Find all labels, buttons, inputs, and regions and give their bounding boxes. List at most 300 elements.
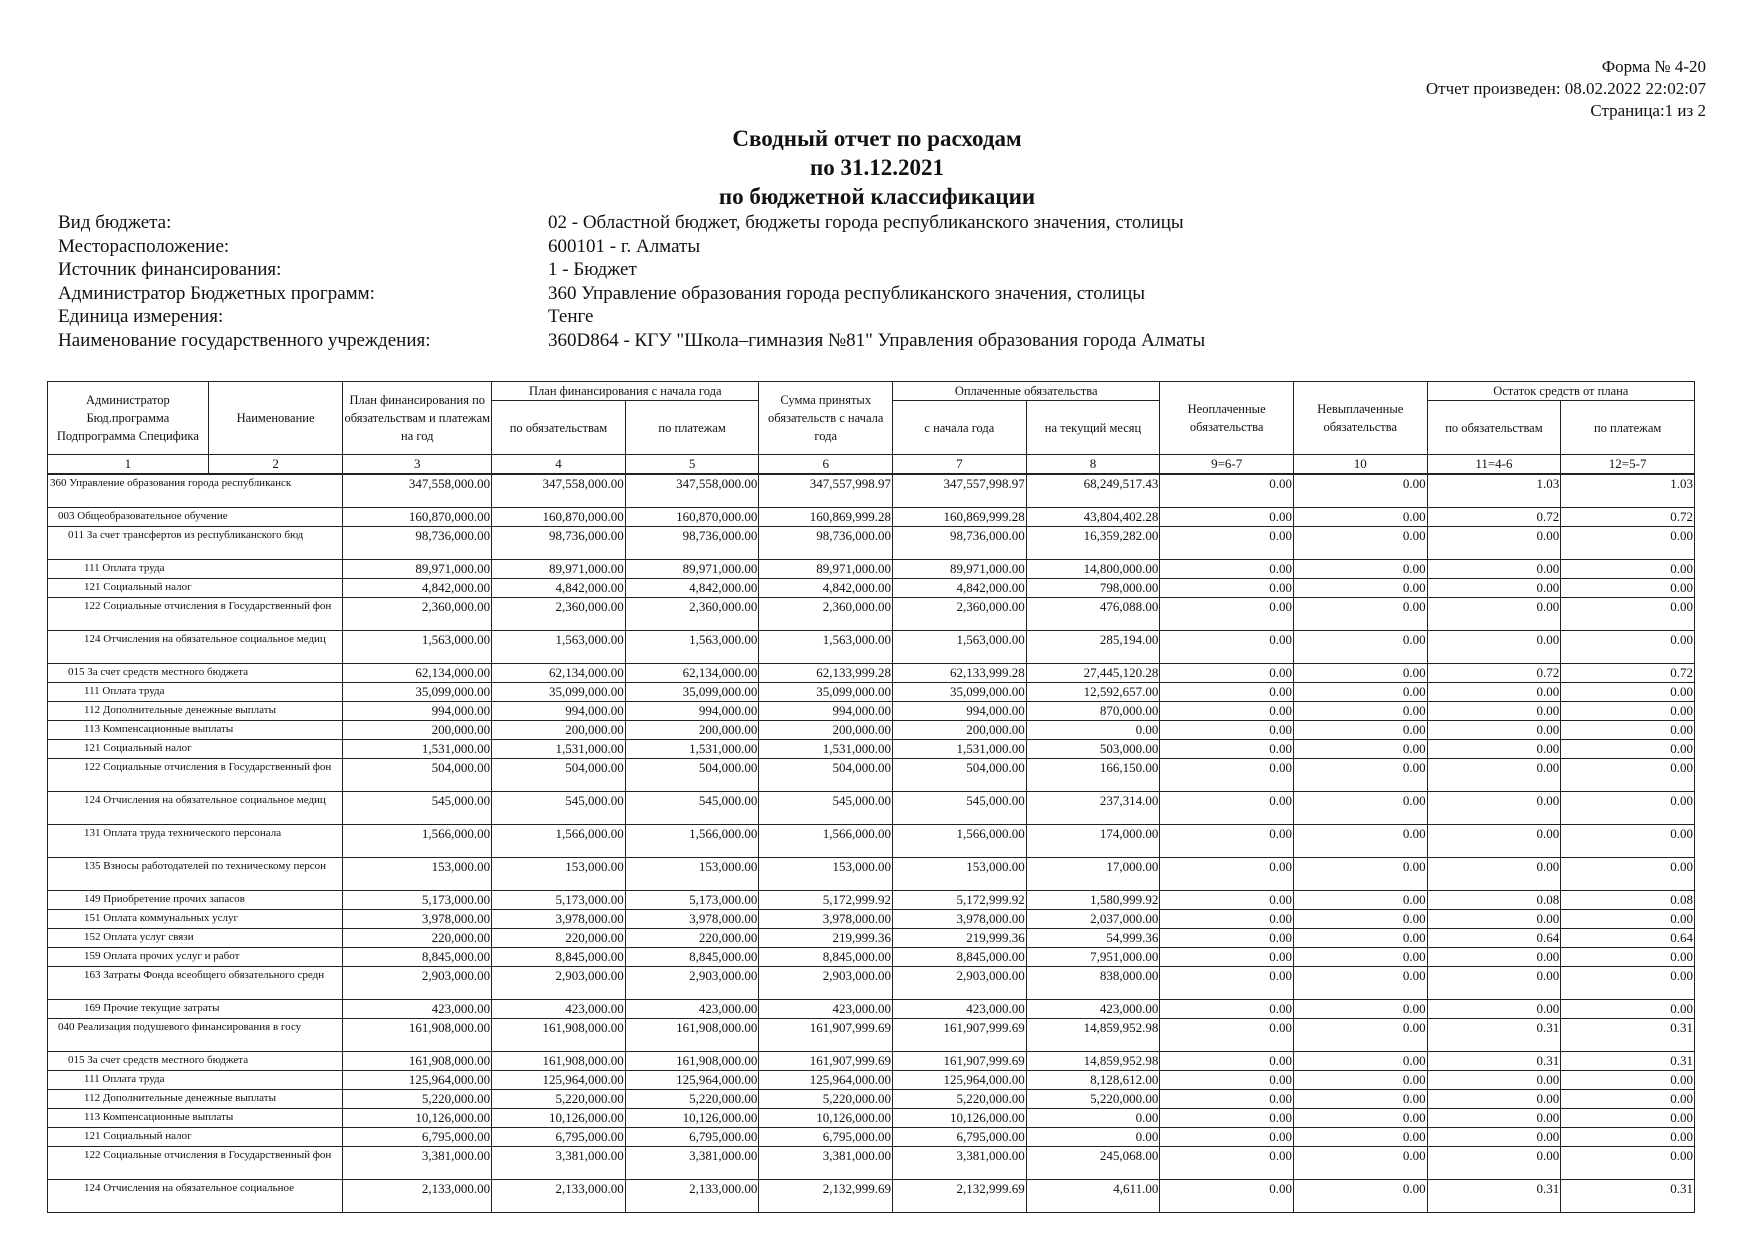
row-value-col-10: 0.00 <box>1293 928 1427 947</box>
row-value-col-6: 10,126,000.00 <box>759 1108 893 1127</box>
row-value-col-3: 2,133,000.00 <box>343 1179 492 1212</box>
form-number: Форма № 4-20 <box>1601 57 1706 76</box>
row-value-col-11: 0.08 <box>1427 890 1561 909</box>
row-value-col-7: 994,000.00 <box>893 701 1027 720</box>
param-value: 1 - Бюджет <box>548 259 637 280</box>
row-value-col-10: 0.00 <box>1293 1018 1427 1051</box>
row-value-col-6: 1,563,000.00 <box>759 630 893 663</box>
row-value-col-5: 2,903,000.00 <box>625 966 759 999</box>
row-classification-name: 135 Взносы работодателей по техническому персон <box>48 857 343 890</box>
param-value: 360D864 - КГУ "Школа–гимназия №81" Управления образования города Алматы <box>548 329 1206 351</box>
row-value-col-4: 3,978,000.00 <box>492 909 626 928</box>
header-undisbursed-obligations: Невыплаченные обязательства <box>1293 382 1427 455</box>
column-number: 10 <box>1293 455 1427 475</box>
row-value-col-3: 2,903,000.00 <box>343 966 492 999</box>
row-classification-name: 015 За счет средств местного бюджета <box>48 663 343 682</box>
row-value-col-8: 14,800,000.00 <box>1026 559 1160 578</box>
row-value-col-8: 14,859,952.98 <box>1026 1018 1160 1051</box>
row-value-col-8: 285,194.00 <box>1026 630 1160 663</box>
row-value-col-8: 5,220,000.00 <box>1026 1089 1160 1108</box>
title-line-3: по бюджетной классификации <box>718 184 1036 209</box>
param-funding-source <box>58 258 1205 282</box>
row-value-col-6: 1,531,000.00 <box>759 739 893 758</box>
row-value-col-11: 0.00 <box>1427 630 1561 663</box>
row-value-col-4: 1,563,000.00 <box>492 630 626 663</box>
table-row <box>48 507 1695 526</box>
row-classification-name: 152 Оплата услуг связи <box>48 928 343 947</box>
param-label: Администратор Бюджетных программ: <box>58 282 375 304</box>
row-value-col-10: 0.00 <box>1293 597 1427 630</box>
row-value-col-4: 35,099,000.00 <box>492 682 626 701</box>
row-classification-name: 113 Компенсационные выплаты <box>48 720 343 739</box>
row-value-col-8: 838,000.00 <box>1026 966 1160 999</box>
table-row <box>48 966 1695 999</box>
row-value-col-5: 3,978,000.00 <box>625 909 759 928</box>
row-value-col-9: 0.00 <box>1160 1070 1294 1089</box>
row-value-col-7: 160,869,999.28 <box>893 507 1027 526</box>
column-number: 5 <box>625 455 759 475</box>
header-group-remaining: Остаток средств от плана <box>1427 382 1694 401</box>
table-row <box>48 1179 1695 1212</box>
row-value-col-11: 0.00 <box>1427 857 1561 890</box>
row-value-col-4: 4,842,000.00 <box>492 578 626 597</box>
row-value-col-5: 1,563,000.00 <box>625 630 759 663</box>
row-classification-name: 113 Компенсационные выплаты <box>48 1108 343 1127</box>
row-value-col-9: 0.00 <box>1160 857 1294 890</box>
row-value-col-5: 2,360,000.00 <box>625 597 759 630</box>
row-value-col-10: 0.00 <box>1293 1051 1427 1070</box>
row-value-col-6: 3,381,000.00 <box>759 1146 893 1179</box>
column-numbers-row <box>48 455 1695 475</box>
header-paid-month: на текущий месяц <box>1026 401 1160 455</box>
row-value-col-9: 0.00 <box>1160 1018 1294 1051</box>
table-row <box>48 791 1695 824</box>
row-classification-name: 121 Социальный налог <box>48 1127 343 1146</box>
row-value-col-4: 6,795,000.00 <box>492 1127 626 1146</box>
row-classification-name: 011 За счет трансфертов из республиканского бюд <box>48 526 343 559</box>
row-value-col-10: 0.00 <box>1293 526 1427 559</box>
row-value-col-3: 3,381,000.00 <box>343 1146 492 1179</box>
row-value-col-8: 8,128,612.00 <box>1026 1070 1160 1089</box>
row-value-col-3: 35,099,000.00 <box>343 682 492 701</box>
row-value-col-11: 0.00 <box>1427 1127 1561 1146</box>
row-value-col-3: 423,000.00 <box>343 999 492 1018</box>
report-title <box>0 124 1754 211</box>
row-value-col-8: 2,037,000.00 <box>1026 909 1160 928</box>
row-value-col-6: 35,099,000.00 <box>759 682 893 701</box>
table-row <box>48 630 1695 663</box>
param-value: Тенге <box>548 306 594 327</box>
title-line-2: по 31.12.2021 <box>809 155 944 180</box>
row-value-col-10: 0.00 <box>1293 663 1427 682</box>
row-value-col-12: 0.00 <box>1561 1089 1695 1108</box>
param-label: Источник финансирования: <box>58 259 282 280</box>
row-value-col-8: 43,804,402.28 <box>1026 507 1160 526</box>
row-value-col-6: 161,907,999.69 <box>759 1018 893 1051</box>
row-classification-name: 124 Отчисления на обязательное социальное <box>48 1179 343 1212</box>
row-value-col-10: 0.00 <box>1293 1179 1427 1212</box>
param-value: 600101 - г. Алматы <box>548 235 701 257</box>
row-value-col-7: 161,907,999.69 <box>893 1051 1027 1070</box>
header-remaining-obligations: по обязательствам <box>1427 401 1561 455</box>
table-row <box>48 1018 1695 1051</box>
row-value-col-12: 0.00 <box>1561 947 1695 966</box>
row-value-col-12: 0.00 <box>1561 597 1695 630</box>
table-row <box>48 720 1695 739</box>
row-value-col-8: 245,068.00 <box>1026 1146 1160 1179</box>
row-value-col-9: 0.00 <box>1160 1146 1294 1179</box>
row-classification-name: 111 Оплата труда <box>48 682 343 701</box>
row-value-col-8: 798,000.00 <box>1026 578 1160 597</box>
row-value-col-10: 0.00 <box>1293 507 1427 526</box>
row-value-col-4: 347,558,000.00 <box>492 474 626 507</box>
row-value-col-5: 4,842,000.00 <box>625 578 759 597</box>
row-value-col-12: 0.08 <box>1561 890 1695 909</box>
row-value-col-8: 0.00 <box>1026 720 1160 739</box>
row-classification-name: 111 Оплата труда <box>48 1070 343 1089</box>
row-value-col-6: 125,964,000.00 <box>759 1070 893 1089</box>
row-value-col-9: 0.00 <box>1160 1179 1294 1212</box>
row-value-col-8: 503,000.00 <box>1026 739 1160 758</box>
row-value-col-6: 2,903,000.00 <box>759 966 893 999</box>
row-value-col-6: 4,842,000.00 <box>759 578 893 597</box>
row-classification-name: 124 Отчисления на обязательное социальное медиц <box>48 791 343 824</box>
row-value-col-5: 125,964,000.00 <box>625 1070 759 1089</box>
row-value-col-3: 200,000.00 <box>343 720 492 739</box>
row-value-col-10: 0.00 <box>1293 947 1427 966</box>
header-group-plan-ytd: План финансирования с начала года <box>492 382 759 401</box>
param-location <box>58 235 1205 259</box>
row-value-col-10: 0.00 <box>1293 999 1427 1018</box>
row-value-col-7: 2,903,000.00 <box>893 966 1027 999</box>
row-value-col-3: 220,000.00 <box>343 928 492 947</box>
row-value-col-9: 0.00 <box>1160 758 1294 791</box>
row-value-col-8: 0.00 <box>1026 1127 1160 1146</box>
row-value-col-5: 98,736,000.00 <box>625 526 759 559</box>
row-value-col-9: 0.00 <box>1160 1127 1294 1146</box>
table-row <box>48 1089 1695 1108</box>
row-value-col-6: 5,172,999.92 <box>759 890 893 909</box>
row-value-col-6: 62,133,999.28 <box>759 663 893 682</box>
row-classification-name: 163 Затраты Фонда всеобщего обязательного средн <box>48 966 343 999</box>
table-row <box>48 824 1695 857</box>
row-value-col-9: 0.00 <box>1160 999 1294 1018</box>
row-value-col-9: 0.00 <box>1160 597 1294 630</box>
row-value-col-8: 27,445,120.28 <box>1026 663 1160 682</box>
table-row <box>48 474 1695 507</box>
param-label: Вид бюджета: <box>58 212 172 233</box>
row-value-col-8: 12,592,657.00 <box>1026 682 1160 701</box>
row-value-col-6: 5,220,000.00 <box>759 1089 893 1108</box>
row-classification-name: 003 Общеобразовательное обучение <box>48 507 343 526</box>
row-value-col-7: 4,842,000.00 <box>893 578 1027 597</box>
row-value-col-7: 153,000.00 <box>893 857 1027 890</box>
row-value-col-9: 0.00 <box>1160 824 1294 857</box>
row-value-col-3: 161,908,000.00 <box>343 1051 492 1070</box>
param-administrator <box>58 282 1205 306</box>
column-number: 7 <box>893 455 1027 475</box>
title-line-1: Сводный отчет по расходам <box>732 126 1022 151</box>
row-value-col-4: 2,360,000.00 <box>492 597 626 630</box>
row-classification-name: 122 Социальные отчисления в Государственный фон <box>48 1146 343 1179</box>
row-value-col-5: 423,000.00 <box>625 999 759 1018</box>
row-value-col-5: 200,000.00 <box>625 720 759 739</box>
row-value-col-11: 1.03 <box>1427 474 1561 507</box>
row-value-col-4: 2,133,000.00 <box>492 1179 626 1212</box>
row-value-col-12: 0.00 <box>1561 720 1695 739</box>
row-value-col-10: 0.00 <box>1293 1070 1427 1089</box>
report-parameters <box>58 211 1205 352</box>
row-value-col-12: 1.03 <box>1561 474 1695 507</box>
row-value-col-11: 0.00 <box>1427 909 1561 928</box>
table-row <box>48 758 1695 791</box>
row-value-col-4: 5,173,000.00 <box>492 890 626 909</box>
row-value-col-12: 0.00 <box>1561 701 1695 720</box>
row-value-col-4: 423,000.00 <box>492 999 626 1018</box>
row-value-col-12: 0.00 <box>1561 758 1695 791</box>
row-value-col-6: 1,566,000.00 <box>759 824 893 857</box>
row-value-col-10: 0.00 <box>1293 1108 1427 1127</box>
column-number: 3 <box>343 455 492 475</box>
row-value-col-5: 161,908,000.00 <box>625 1051 759 1070</box>
row-value-col-9: 0.00 <box>1160 1051 1294 1070</box>
table-header <box>48 382 1695 475</box>
row-value-col-12: 0.00 <box>1561 559 1695 578</box>
row-value-col-11: 0.00 <box>1427 739 1561 758</box>
table-row <box>48 928 1695 947</box>
row-value-col-5: 3,381,000.00 <box>625 1146 759 1179</box>
row-value-col-9: 0.00 <box>1160 966 1294 999</box>
row-value-col-3: 8,845,000.00 <box>343 947 492 966</box>
row-value-col-3: 4,842,000.00 <box>343 578 492 597</box>
row-value-col-11: 0.64 <box>1427 928 1561 947</box>
row-value-col-12: 0.00 <box>1561 1146 1695 1179</box>
row-value-col-4: 504,000.00 <box>492 758 626 791</box>
expense-report-table <box>47 381 1695 1213</box>
row-classification-name: 151 Оплата коммунальных услуг <box>48 909 343 928</box>
row-value-col-5: 5,173,000.00 <box>625 890 759 909</box>
table-row <box>48 909 1695 928</box>
row-value-col-9: 0.00 <box>1160 559 1294 578</box>
row-value-col-7: 3,978,000.00 <box>893 909 1027 928</box>
row-value-col-6: 219,999.36 <box>759 928 893 947</box>
row-value-col-5: 994,000.00 <box>625 701 759 720</box>
row-value-col-10: 0.00 <box>1293 578 1427 597</box>
row-classification-name: 159 Оплата прочих услуг и работ <box>48 947 343 966</box>
param-label: Единица измерения: <box>58 306 224 327</box>
row-value-col-3: 2,360,000.00 <box>343 597 492 630</box>
row-value-col-10: 0.00 <box>1293 890 1427 909</box>
header-annual-plan: План финансирования по обязательствам и платежам на год <box>343 382 492 455</box>
row-value-col-9: 0.00 <box>1160 947 1294 966</box>
row-value-col-9: 0.00 <box>1160 663 1294 682</box>
row-value-col-4: 161,908,000.00 <box>492 1051 626 1070</box>
row-value-col-7: 545,000.00 <box>893 791 1027 824</box>
row-value-col-3: 153,000.00 <box>343 857 492 890</box>
row-value-col-4: 200,000.00 <box>492 720 626 739</box>
table-row <box>48 1127 1695 1146</box>
row-value-col-12: 0.00 <box>1561 999 1695 1018</box>
row-classification-name: 015 За счет средств местного бюджета <box>48 1051 343 1070</box>
row-value-col-11: 0.00 <box>1427 791 1561 824</box>
row-value-col-3: 3,978,000.00 <box>343 909 492 928</box>
row-value-col-5: 545,000.00 <box>625 791 759 824</box>
row-value-col-4: 220,000.00 <box>492 928 626 947</box>
param-label: Месторасположение: <box>58 235 230 257</box>
header-plan-payments: по платежам <box>625 401 759 455</box>
row-value-col-6: 2,132,999.69 <box>759 1179 893 1212</box>
row-value-col-12: 0.64 <box>1561 928 1695 947</box>
table-row <box>48 1070 1695 1089</box>
row-value-col-3: 1,566,000.00 <box>343 824 492 857</box>
row-classification-name: 169 Прочие текущие затраты <box>48 999 343 1018</box>
row-value-col-12: 0.00 <box>1561 857 1695 890</box>
row-value-col-5: 347,558,000.00 <box>625 474 759 507</box>
row-value-col-12: 0.31 <box>1561 1051 1695 1070</box>
row-value-col-6: 89,971,000.00 <box>759 559 893 578</box>
row-value-col-12: 0.00 <box>1561 1070 1695 1089</box>
row-value-col-6: 6,795,000.00 <box>759 1127 893 1146</box>
row-value-col-4: 89,971,000.00 <box>492 559 626 578</box>
row-value-col-11: 0.00 <box>1427 1108 1561 1127</box>
row-value-col-6: 423,000.00 <box>759 999 893 1018</box>
row-value-col-7: 161,907,999.69 <box>893 1018 1027 1051</box>
row-value-col-12: 0.00 <box>1561 739 1695 758</box>
row-value-col-7: 2,132,999.69 <box>893 1179 1027 1212</box>
row-value-col-7: 1,566,000.00 <box>893 824 1027 857</box>
row-value-col-5: 1,531,000.00 <box>625 739 759 758</box>
row-value-col-10: 0.00 <box>1293 682 1427 701</box>
row-value-col-9: 0.00 <box>1160 474 1294 507</box>
row-value-col-6: 504,000.00 <box>759 758 893 791</box>
row-value-col-5: 35,099,000.00 <box>625 682 759 701</box>
row-value-col-12: 0.00 <box>1561 791 1695 824</box>
row-classification-name: 122 Социальные отчисления в Государственный фон <box>48 758 343 791</box>
row-value-col-6: 994,000.00 <box>759 701 893 720</box>
row-value-col-9: 0.00 <box>1160 630 1294 663</box>
row-value-col-5: 8,845,000.00 <box>625 947 759 966</box>
row-value-col-8: 166,150.00 <box>1026 758 1160 791</box>
row-value-col-6: 160,869,999.28 <box>759 507 893 526</box>
row-value-col-11: 0.00 <box>1427 966 1561 999</box>
row-value-col-11: 0.00 <box>1427 1089 1561 1108</box>
row-value-col-7: 219,999.36 <box>893 928 1027 947</box>
row-value-col-7: 6,795,000.00 <box>893 1127 1027 1146</box>
row-value-col-3: 1,563,000.00 <box>343 630 492 663</box>
page-indicator: Страница:1 из 2 <box>1590 101 1706 120</box>
row-value-col-10: 0.00 <box>1293 857 1427 890</box>
table-row <box>48 739 1695 758</box>
row-value-col-11: 0.72 <box>1427 507 1561 526</box>
row-value-col-4: 8,845,000.00 <box>492 947 626 966</box>
row-value-col-4: 161,908,000.00 <box>492 1018 626 1051</box>
row-value-col-5: 504,000.00 <box>625 758 759 791</box>
row-value-col-8: 476,088.00 <box>1026 597 1160 630</box>
row-value-col-11: 0.00 <box>1427 682 1561 701</box>
row-value-col-11: 0.31 <box>1427 1018 1561 1051</box>
row-value-col-10: 0.00 <box>1293 474 1427 507</box>
row-value-col-3: 125,964,000.00 <box>343 1070 492 1089</box>
table-body <box>48 474 1695 1212</box>
row-value-col-3: 89,971,000.00 <box>343 559 492 578</box>
param-unit <box>58 305 1205 329</box>
row-value-col-7: 504,000.00 <box>893 758 1027 791</box>
row-value-col-12: 0.00 <box>1561 630 1695 663</box>
row-value-col-7: 125,964,000.00 <box>893 1070 1027 1089</box>
row-value-col-10: 0.00 <box>1293 824 1427 857</box>
row-value-col-8: 68,249,517.43 <box>1026 474 1160 507</box>
column-number: 4 <box>492 455 626 475</box>
column-number: 11=4-6 <box>1427 455 1561 475</box>
row-value-col-5: 5,220,000.00 <box>625 1089 759 1108</box>
row-value-col-9: 0.00 <box>1160 1108 1294 1127</box>
row-value-col-11: 0.00 <box>1427 824 1561 857</box>
row-value-col-8: 423,000.00 <box>1026 999 1160 1018</box>
row-value-col-7: 423,000.00 <box>893 999 1027 1018</box>
row-value-col-8: 7,951,000.00 <box>1026 947 1160 966</box>
row-value-col-3: 1,531,000.00 <box>343 739 492 758</box>
row-value-col-11: 0.00 <box>1427 578 1561 597</box>
row-value-col-12: 0.00 <box>1561 824 1695 857</box>
row-value-col-9: 0.00 <box>1160 928 1294 947</box>
row-value-col-4: 545,000.00 <box>492 791 626 824</box>
param-value: 360 Управление образования города республиканского значения, столицы <box>548 282 1146 304</box>
row-value-col-11: 0.00 <box>1427 559 1561 578</box>
row-value-col-4: 10,126,000.00 <box>492 1108 626 1127</box>
row-value-col-9: 0.00 <box>1160 739 1294 758</box>
row-value-col-8: 14,859,952.98 <box>1026 1051 1160 1070</box>
header-name: Наименование <box>208 382 343 455</box>
header-plan-obligations: по обязательствам <box>492 401 626 455</box>
row-value-col-12: 0.72 <box>1561 507 1695 526</box>
row-value-col-4: 98,736,000.00 <box>492 526 626 559</box>
row-value-col-9: 0.00 <box>1160 1089 1294 1108</box>
row-value-col-12: 0.00 <box>1561 578 1695 597</box>
row-value-col-7: 5,220,000.00 <box>893 1089 1027 1108</box>
row-value-col-5: 161,908,000.00 <box>625 1018 759 1051</box>
row-value-col-6: 153,000.00 <box>759 857 893 890</box>
column-number: 6 <box>759 455 893 475</box>
row-value-col-9: 0.00 <box>1160 909 1294 928</box>
param-institution <box>58 329 1205 353</box>
column-number: 9=6-7 <box>1160 455 1294 475</box>
row-value-col-10: 0.00 <box>1293 630 1427 663</box>
row-classification-name: 124 Отчисления на обязательное социальное медиц <box>48 630 343 663</box>
row-value-col-11: 0.00 <box>1427 597 1561 630</box>
row-value-col-9: 0.00 <box>1160 578 1294 597</box>
row-value-col-10: 0.00 <box>1293 739 1427 758</box>
row-value-col-5: 160,870,000.00 <box>625 507 759 526</box>
row-value-col-5: 1,566,000.00 <box>625 824 759 857</box>
row-value-col-4: 62,134,000.00 <box>492 663 626 682</box>
row-value-col-7: 35,099,000.00 <box>893 682 1027 701</box>
row-value-col-8: 870,000.00 <box>1026 701 1160 720</box>
row-value-col-11: 0.72 <box>1427 663 1561 682</box>
row-value-col-9: 0.00 <box>1160 682 1294 701</box>
row-value-col-7: 5,172,999.92 <box>893 890 1027 909</box>
row-value-col-10: 0.00 <box>1293 701 1427 720</box>
row-value-col-4: 125,964,000.00 <box>492 1070 626 1089</box>
row-classification-name: 121 Социальный налог <box>48 578 343 597</box>
row-value-col-3: 62,134,000.00 <box>343 663 492 682</box>
table-row <box>48 559 1695 578</box>
row-value-col-11: 0.00 <box>1427 758 1561 791</box>
row-value-col-12: 0.00 <box>1561 1127 1695 1146</box>
row-value-col-9: 0.00 <box>1160 701 1294 720</box>
row-value-col-8: 4,611.00 <box>1026 1179 1160 1212</box>
row-classification-name: 112 Дополнительные денежные выплаты <box>48 1089 343 1108</box>
row-classification-name: 121 Социальный налог <box>48 739 343 758</box>
